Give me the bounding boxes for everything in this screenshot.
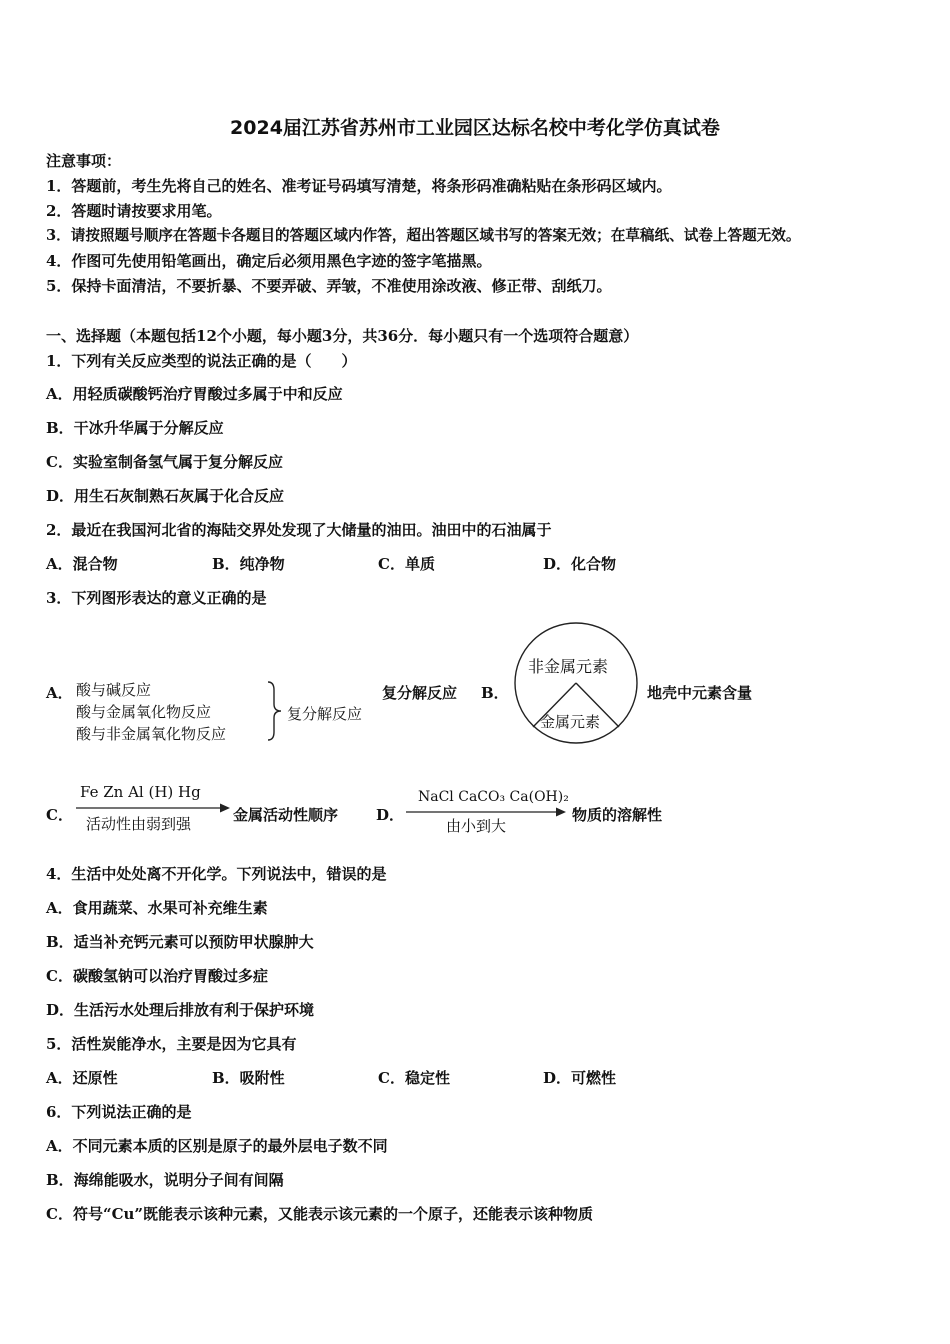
solubility-substances-label: NaCl CaCO₃ Ca(OH)₂ [418,789,569,805]
question-5-stem: 5．活性炭能净水，主要是因为它具有 [46,1035,297,1053]
brace-icon [264,680,286,742]
q6-option-b: B．海绵能吸水，说明分子间有间隔 [46,1171,284,1189]
notice-item: 3．请按照题号顺序在答题卡各题目的答题区域内作答，超出答题区域书写的答案无效；在草稿纸、试卷上答题无效。 [46,227,801,244]
q5-option-a: A．还原性 [46,1069,118,1087]
q5-option-d: D．可燃性 [543,1069,617,1087]
q3-c-caption: 金属活动性顺序 [233,806,339,824]
solubility-order-label: 由小到大 [446,817,507,835]
q5-option-b: B．吸附性 [212,1069,285,1087]
question-2-stem: 2．最近在我国河北省的海陆交界处发现了大储量的油田。油田中的石油属于 [46,521,552,539]
q3-option-d-label: D． [376,806,405,824]
notice-item: 1．答题前，考生先将自己的姓名、准考证号码填写清楚，将条形码准确粘贴在条形码区域内。 [46,177,672,195]
q3-option-a-label: A． [46,684,73,702]
q6-option-c: C．符号“Cu”既能表示该种元素，又能表示该元素的一个原子，还能表示该种物质 [46,1205,594,1223]
notice-item: 4．作图可先使用铅笔画出，确定后必须用黑色字迹的签字笔描黑。 [46,252,492,270]
q3-a-line: 酸与非金属氧化物反应 [76,725,227,743]
notice-heading: 注意事项： [46,152,122,170]
q3-d-caption: 物质的溶解性 [572,806,663,824]
q1-option-b: B．干冰升华属于分解反应 [46,419,224,437]
metal-sequence-label: Fe Zn Al (H) Hg [80,783,201,801]
q2-option-c: C．单质 [378,555,435,573]
q1-option-c: C．实验室制备氢气属于复分解反应 [46,453,283,471]
exam-title: 2024届江苏省苏州市工业园区达标名校中考化学仿真试卷 [230,117,720,139]
q4-option-d: D．生活污水处理后排放有利于保护环境 [46,1001,315,1019]
q2-option-a: A．混合物 [46,555,118,573]
activity-order-label: 活动性由弱到强 [86,815,192,833]
q2-option-b: B．纯净物 [212,555,285,573]
question-1-stem: 1．下列有关反应类型的说法正确的是（ ） [46,352,357,370]
q1-option-a: A．用轻质碳酸钙治疗胃酸过多属于中和反应 [46,385,343,403]
q3-a-line: 酸与金属氧化物反应 [76,703,212,721]
q3-a-line: 酸与碱反应 [76,681,152,699]
notice-item: 5．保持卡面清洁，不要折暴、不要弄破、弄皱，不准使用涂改液、修正带、刮纸刀。 [46,277,612,295]
q3-a-caption: 复分解反应 [382,684,458,702]
q3-option-b-label: B． [481,684,509,702]
q1-option-d: D．用生石灰制熟石灰属于化合反应 [46,487,285,505]
q3-a-brace-text: 复分解反应 [287,705,363,723]
section-heading: 一、选择题（本题包括12个小题，每小题3分，共36分．每小题只有一个选项符合题意） [46,327,639,345]
question-4-stem: 4．生活中处处离不开化学。下列说法中，错误的是 [46,865,387,883]
question-6-stem: 6．下列说法正确的是 [46,1103,192,1121]
q4-option-a: A．食用蔬菜、水果可补充维生素 [46,899,268,917]
arrow-right-icon [76,802,230,814]
notice-item: 2．答题时请按要求用笔。 [46,202,222,220]
pie-label-metal: 金属元素 [540,713,601,731]
q4-option-c: C．碳酸氢钠可以治疗胃酸过多症 [46,967,268,985]
q2-option-d: D．化合物 [543,555,617,573]
q4-option-b: B．适当补充钙元素可以预防甲状腺肿大 [46,933,314,951]
question-3-stem: 3．下列图形表达的意义正确的是 [46,589,267,607]
q3-option-c-label: C． [46,806,73,824]
pie-label-nonmetal: 非金属元素 [528,657,609,676]
q6-option-a: A．不同元素本质的区别是原子的最外层电子数不同 [46,1137,388,1155]
q5-option-c: C．稳定性 [378,1069,450,1087]
q3-b-caption: 地壳中元素含量 [647,684,753,702]
